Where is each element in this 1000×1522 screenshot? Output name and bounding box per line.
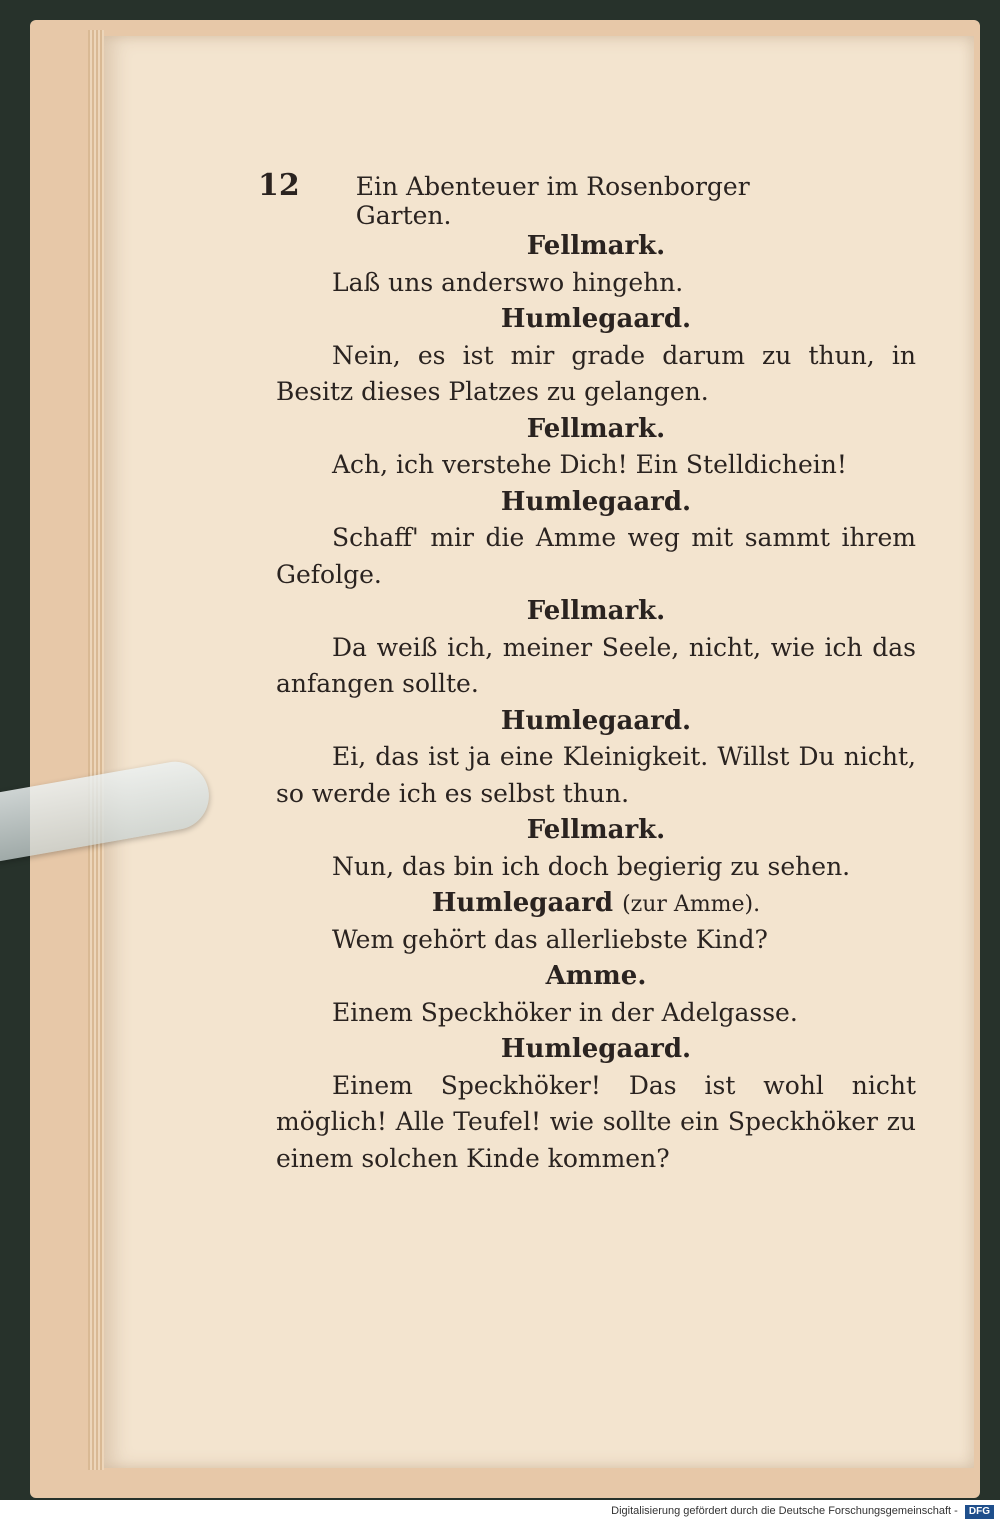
dialogue-line: Ei, das ist ja eine Kleinigkeit. Willst Du nicht, so werde ich es selbst thun. — [276, 742, 916, 808]
speaker-heading: Fellmark. — [526, 413, 666, 444]
running-title: Ein Abenteuer im Rosenborger Garten. — [355, 172, 750, 230]
dialogue-line: Da weiß ich, meiner Seele, nicht, wie ich das anfangen sollte. — [276, 632, 916, 698]
dialogue-line: Nun, das bin ich doch begierig zu sehen. — [332, 851, 851, 881]
speaker-heading: Humlegaard. — [500, 1034, 692, 1064]
speaker-heading: Humlegaard. — [500, 486, 692, 517]
dialogue-line: Laß uns anderswo hingehn. — [332, 267, 684, 297]
dialogue-text — [276, 228, 916, 1177]
speaker-heading: Amme. — [545, 961, 647, 991]
speaker-heading-with-note — [276, 885, 916, 922]
digitization-footer — [0, 1500, 1000, 1522]
page-stack-edge — [88, 30, 104, 1470]
dialogue-line: Schaff' mir die Amme weg mit sammt ihrem Gefolge. — [276, 523, 916, 589]
speaker-heading: Humlegaard. — [500, 705, 692, 736]
stage-direction: (zur Amme). — [622, 892, 761, 917]
speaker-heading: Fellmark. — [526, 596, 666, 626]
speaker-heading: Fellmark. — [526, 815, 666, 845]
speaker-heading: Humlegaard. — [500, 304, 692, 334]
speaker-heading: Fellmark. — [526, 231, 666, 261]
speaker-name: Humlegaard — [431, 888, 614, 918]
page-number: 12 — [258, 168, 300, 203]
dialogue-line: Einem Speckhöker! Das ist wohl nicht möglich! Alle Teufel! wie sollte ein Speckhöker zu einem solchen Kinde kommen? — [276, 1070, 916, 1173]
page-header — [258, 168, 798, 230]
dialogue-line: Nein, es ist mir grade darum zu thun, in Besitz dieses Platzes zu gelangen. — [276, 340, 916, 406]
funding-credit: Digitalisierung gefördert durch die Deutsche Forschungsgemeinschaft - — [611, 1505, 958, 1517]
dfg-logo: DFG — [965, 1505, 994, 1519]
dialogue-line: Ach, ich verstehe Dich! Ein Stelldichein! — [332, 450, 847, 479]
dialogue-line: Einem Speckhöker in der Adelgasse. — [332, 997, 798, 1027]
dialogue-line: Wem gehört das allerliebste Kind? — [332, 924, 768, 954]
